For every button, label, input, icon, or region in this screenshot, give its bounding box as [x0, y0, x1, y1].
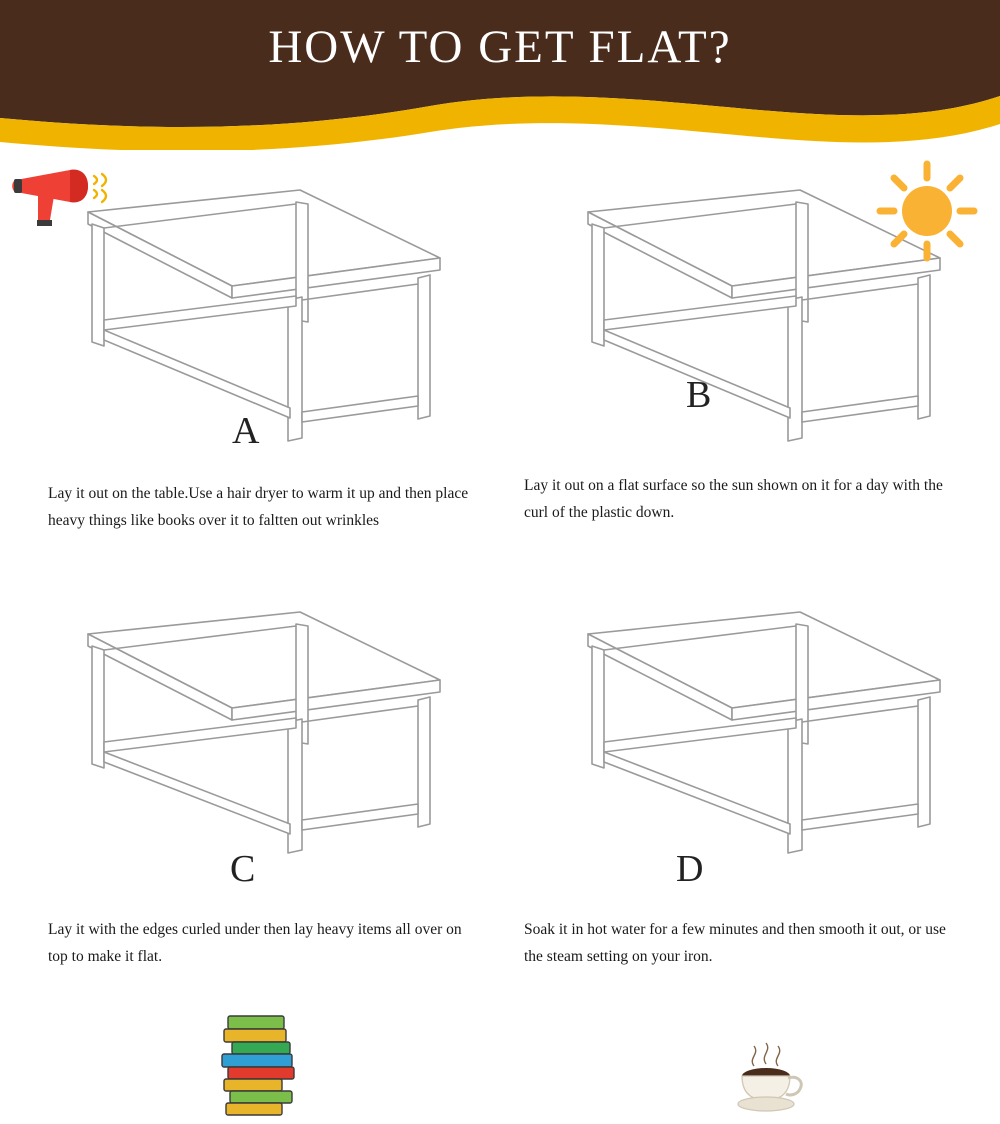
page-title: HOW TO GET FLAT? — [268, 21, 732, 73]
panel-letter-a: A — [232, 410, 260, 452]
table-illustration-c — [0, 562, 500, 862]
panel-d — [500, 562, 1000, 974]
panel-b — [500, 150, 1000, 562]
hair-dryer-icon — [8, 164, 128, 234]
panel-caption-c: Lay it with the edges curled under then lay heavy items all over on top to make it flat. — [48, 921, 462, 966]
panel-letter-c: C — [230, 848, 256, 890]
panel-caption-a: Lay it out on the table.Use a hair dryer to warm it up and then place heavy things like books over it to faltten out wrinkles — [48, 485, 469, 530]
panel-c — [0, 562, 500, 974]
sun-icon — [872, 156, 982, 266]
panel-a — [0, 150, 500, 562]
hot-coffee-cup-icon — [722, 1040, 812, 1118]
table-illustration-d — [500, 562, 1000, 862]
page-header — [0, 0, 1000, 150]
panel-letter-d: D — [676, 848, 704, 890]
panel-caption-d: Soak it in hot water for a few minutes and then smooth it out, or use the steam setting on your iron. — [524, 921, 946, 966]
stack-of-books-icon — [214, 1014, 310, 1124]
panel-letter-b: B — [686, 374, 712, 416]
panel-caption-b: Lay it out on a flat surface so the sun shown on it for a day with the curl of the plastic down. — [524, 477, 943, 522]
instruction-panels — [0, 150, 1000, 974]
